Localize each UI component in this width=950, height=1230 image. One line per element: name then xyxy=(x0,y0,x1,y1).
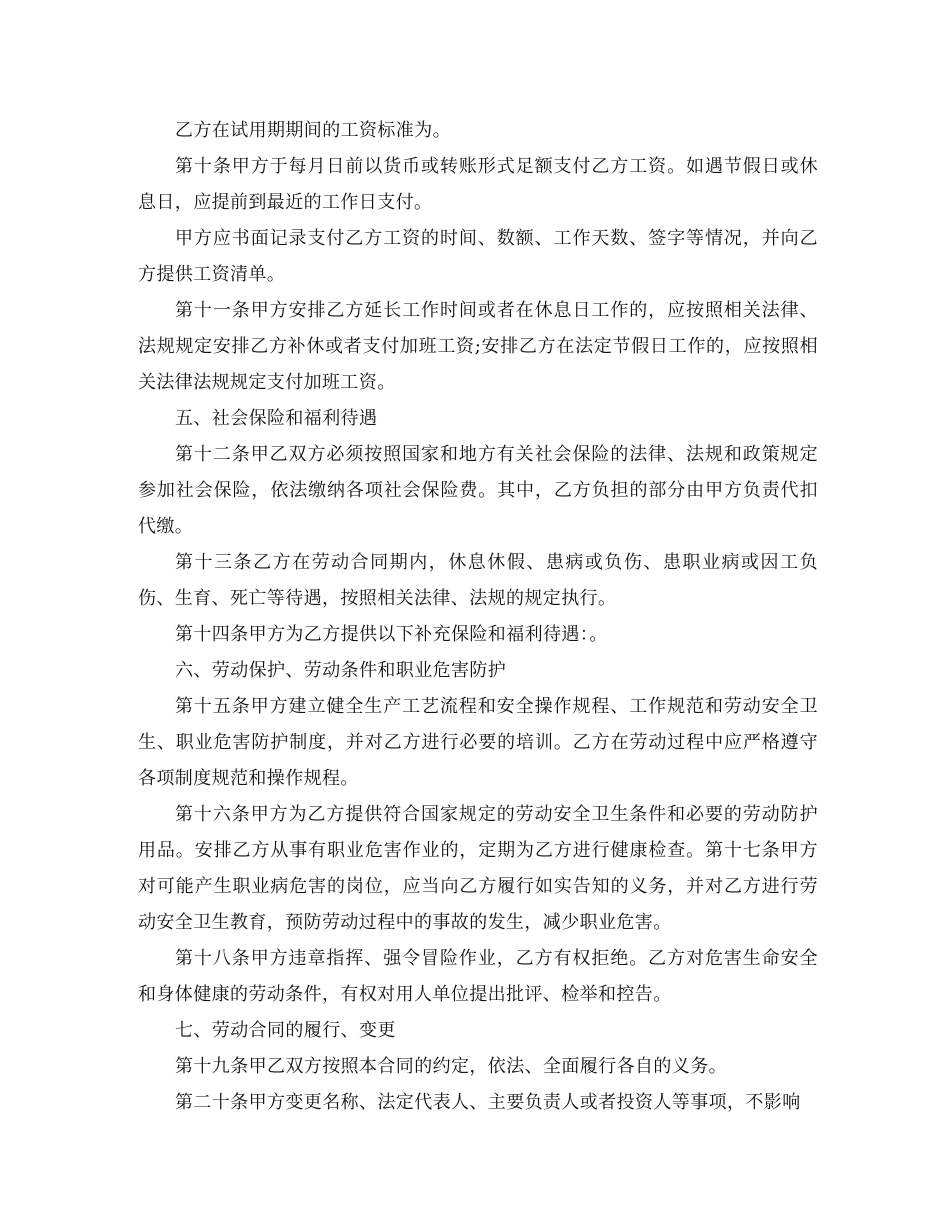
section-heading-labor-protection: 六、劳动保护、劳动条件和职业危害防护 xyxy=(175,660,507,681)
paragraph-article-14: 第十四条甲方为乙方提供以下补充保险和福利待遇：。 xyxy=(175,624,608,645)
paragraph-article-19: 第十九条甲乙双方按照本合同的约定，依法、全面履行各自的义务。 xyxy=(175,1056,727,1077)
paragraph-article-13: 第十三条乙方在劳动合同期内，休息休假、患病或负伤、患职业病或因工负伤、生育、死亡等待遇，按照相关法律、法规的规定执行。 xyxy=(138,552,818,609)
paragraph-article-15: 第十五条甲方建立健全生产工艺流程和安全操作规程、工作规范和劳动安全卫生、职业危害防护制度，并对乙方进行必要的培训。乙方在劳动过程中应严格遵守各项制度规范和操作规程。 xyxy=(138,696,818,789)
paragraph-article-16: 第十六条甲方为乙方提供符合国家规定的劳动安全卫生条件和必要的劳动防护用品。安排乙方从事有职业危害作业的，定期为乙方进行健康检查。第十七条甲方对可能产生职业病危害的岗位，应当向乙方履行如实告知的义务，并对乙方进行劳动安全卫生教育，预防劳动过程中的事故的发生，减少职业危害。 xyxy=(138,804,818,933)
paragraph-article-10: 第十条甲方于每月日前以货币或转账形式足额支付乙方工资。如遇节假日或休息日，应提前到最近的工作日支付。 xyxy=(138,156,818,213)
document-body xyxy=(138,113,818,1121)
paragraph-article-12: 第十二条甲乙双方必须按照国家和地方有关社会保险的法律、法规和政策规定参加社会保险，依法缴纳各项社会保险费。其中，乙方负担的部分由甲方负责代扣代缴。 xyxy=(138,444,818,537)
paragraph-article-20: 第二十条甲方变更名称、法定代表人、主要负责人或者投资人等事项，不影响 xyxy=(175,1092,801,1113)
paragraph-wage-record: 甲方应书面记录支付乙方工资的时间、数额、工作天数、签字等情况，并向乙方提供工资清单。 xyxy=(138,228,818,285)
paragraph-article-18: 第十八条甲方违章指挥、强令冒险作业，乙方有权拒绝。乙方对危害生命安全和身体健康的劳动条件，有权对用人单位提出批评、检举和控告。 xyxy=(138,948,818,1005)
section-heading-social-insurance: 五、社会保险和福利待遇 xyxy=(175,408,378,429)
paragraph-trial-wage: 乙方在试用期期间的工资标准为。 xyxy=(175,120,451,141)
section-heading-contract-performance: 七、劳动合同的履行、变更 xyxy=(175,1020,396,1041)
paragraph-article-11: 第十一条甲方安排乙方延长工作时间或者在休息日工作的，应按照相关法律、法规规定安排乙方补休或者支付加班工资;安排乙方在法定节假日工作的，应按照相关法律法规规定支付加班工资。 xyxy=(138,300,818,393)
